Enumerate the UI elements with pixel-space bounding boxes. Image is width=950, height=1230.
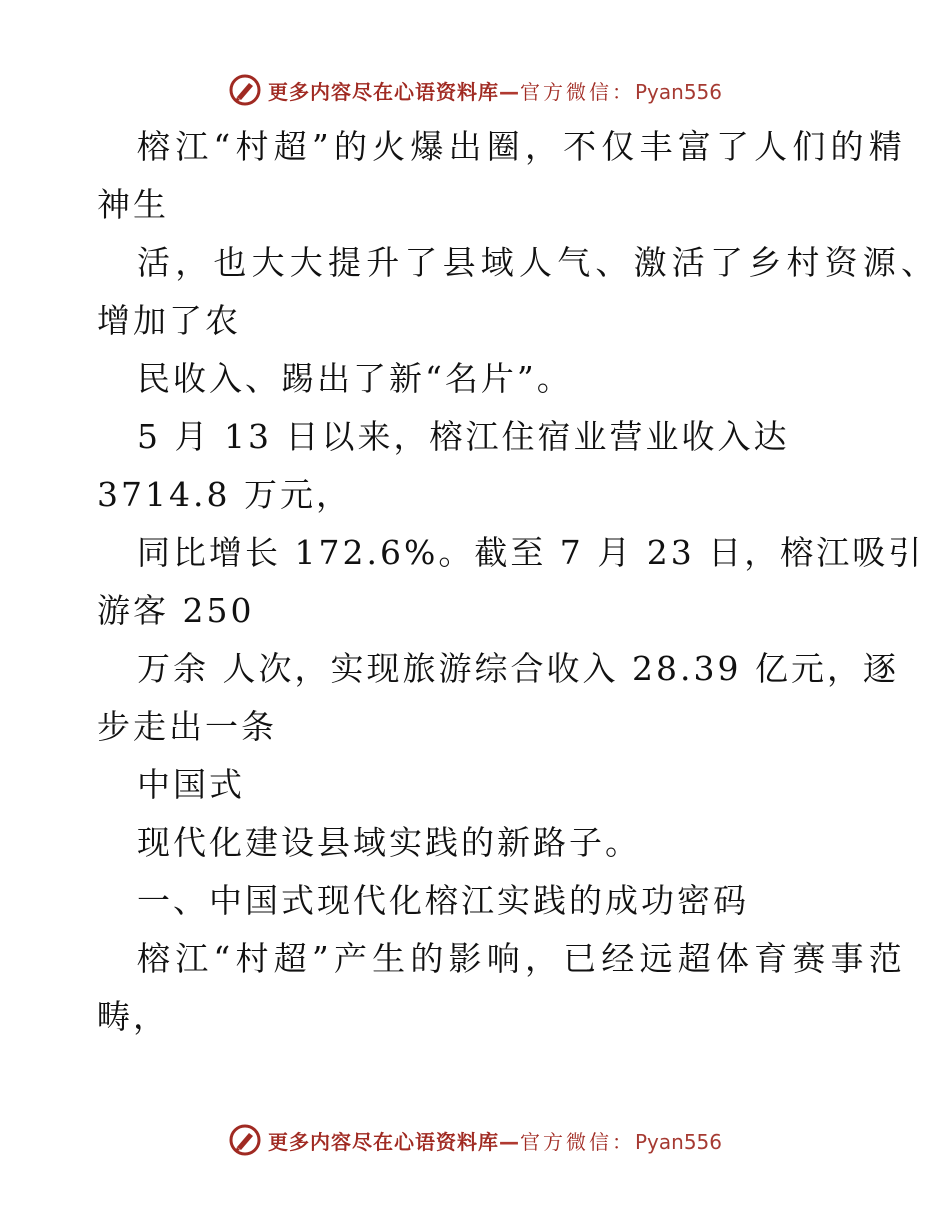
header-banner-text	[268, 76, 722, 105]
body-line: 3714.8 万元，	[97, 475, 352, 514]
header-wechat-label: 官方微信：	[519, 79, 635, 104]
body-line: 同比增长 172.6%。截至 7 月 23 日，榕江吸引	[137, 533, 925, 572]
body-line: 神生	[97, 185, 169, 224]
document-body	[97, 118, 940, 1046]
footer-banner-separator: —	[498, 1129, 520, 1154]
body-line: 民收入、踢出了新“名片”。	[137, 359, 573, 398]
body-line: 活，也大大提升了县域人气、激活了乡村资源、	[137, 243, 940, 282]
body-line: 榕江“村超”产生的影响，已经远超体育赛事范	[137, 939, 907, 978]
body-line: 畴，	[97, 997, 169, 1036]
footer-banner	[0, 1120, 950, 1160]
body-line: 榕江“村超”的火爆出圈，不仅丰富了人们的精	[137, 127, 907, 166]
section-heading: 一、中国式现代化榕江实践的成功密码	[137, 881, 749, 920]
header-banner-separator: —	[498, 79, 520, 104]
body-line: 5 月 13 日以来，榕江住宿业营业收入达	[137, 417, 790, 456]
body-line: 增加了农	[97, 301, 241, 340]
body-line: 步走出一条	[97, 707, 277, 746]
pen-logo-icon	[228, 1123, 262, 1157]
body-line: 现代化建设县域实践的新路子。	[137, 823, 641, 862]
header-wechat-id: Pyan556	[634, 79, 722, 104]
footer-wechat-label: 官方微信：	[519, 1129, 635, 1154]
pen-logo-icon	[228, 73, 262, 107]
body-line: 万余 人次，实现旅游综合收入 28.39 亿元，逐	[137, 649, 899, 688]
footer-banner-text	[268, 1126, 722, 1155]
header-banner	[0, 70, 950, 110]
body-line: 游客 250	[97, 591, 255, 630]
header-banner-title: 更多内容尽在心语资料库	[267, 79, 499, 104]
body-line: 中国式	[137, 765, 245, 804]
footer-banner-title: 更多内容尽在心语资料库	[267, 1129, 499, 1154]
footer-wechat-id: Pyan556	[634, 1129, 722, 1154]
